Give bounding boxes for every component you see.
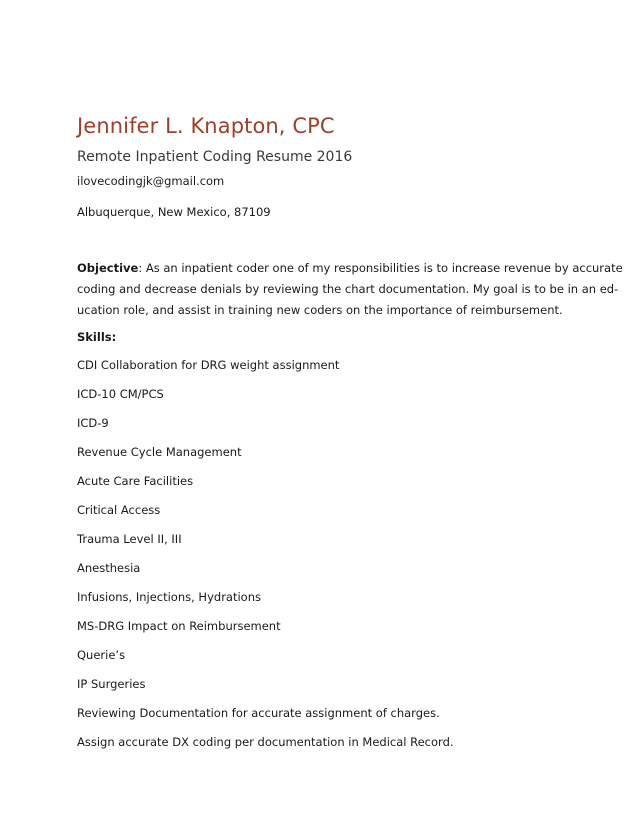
skills-heading: Skills: [77, 330, 117, 344]
skill-item: MS-DRG Impact on Reimbursement [77, 619, 281, 633]
resume-name: Jennifer L. Knapton, CPC [77, 114, 335, 138]
objective-line-3: ucation role, and assist in training new coders on the importance of reimbursement. [77, 303, 563, 317]
skill-item: Querie’s [77, 648, 126, 662]
contact-email: ilovecodingjk@gmail.com [77, 174, 225, 188]
skill-item: Anesthesia [77, 561, 141, 575]
skills-list [77, 358, 454, 764]
skill-item: Trauma Level II, III [77, 532, 182, 546]
skill-item: Assign accurate DX coding per documentation in Medical Record. [77, 735, 454, 749]
skill-item: Infusions, Injections, Hydrations [77, 590, 261, 604]
skill-item: Acute Care Facilities [77, 474, 194, 488]
contact-location: Albuquerque, New Mexico, 87109 [77, 205, 271, 219]
skill-item: IP Surgeries [77, 677, 146, 691]
skill-item: ICD-9 [77, 416, 109, 430]
objective-line-2: coding and decrease denials by reviewing the chart documentation. My goal is to be in an ed- [77, 282, 619, 296]
skill-item: CDI Collaboration for DRG weight assignment [77, 358, 340, 372]
skill-item: ICD-10 CM/PCS [77, 387, 164, 401]
objective-label: Objective [77, 261, 139, 275]
skill-item: Reviewing Documentation for accurate assignment of charges. [77, 706, 440, 720]
objective-text-1: : As an inpatient coder one of my responsibilities is to increase revenue by accurate [138, 261, 623, 275]
objective-section [77, 258, 623, 321]
resume-subtitle: Remote Inpatient Coding Resume 2016 [77, 149, 353, 165]
skill-item: Critical Access [77, 503, 161, 517]
skill-item: Revenue Cycle Management [77, 445, 242, 459]
objective-line-1 [77, 258, 623, 279]
